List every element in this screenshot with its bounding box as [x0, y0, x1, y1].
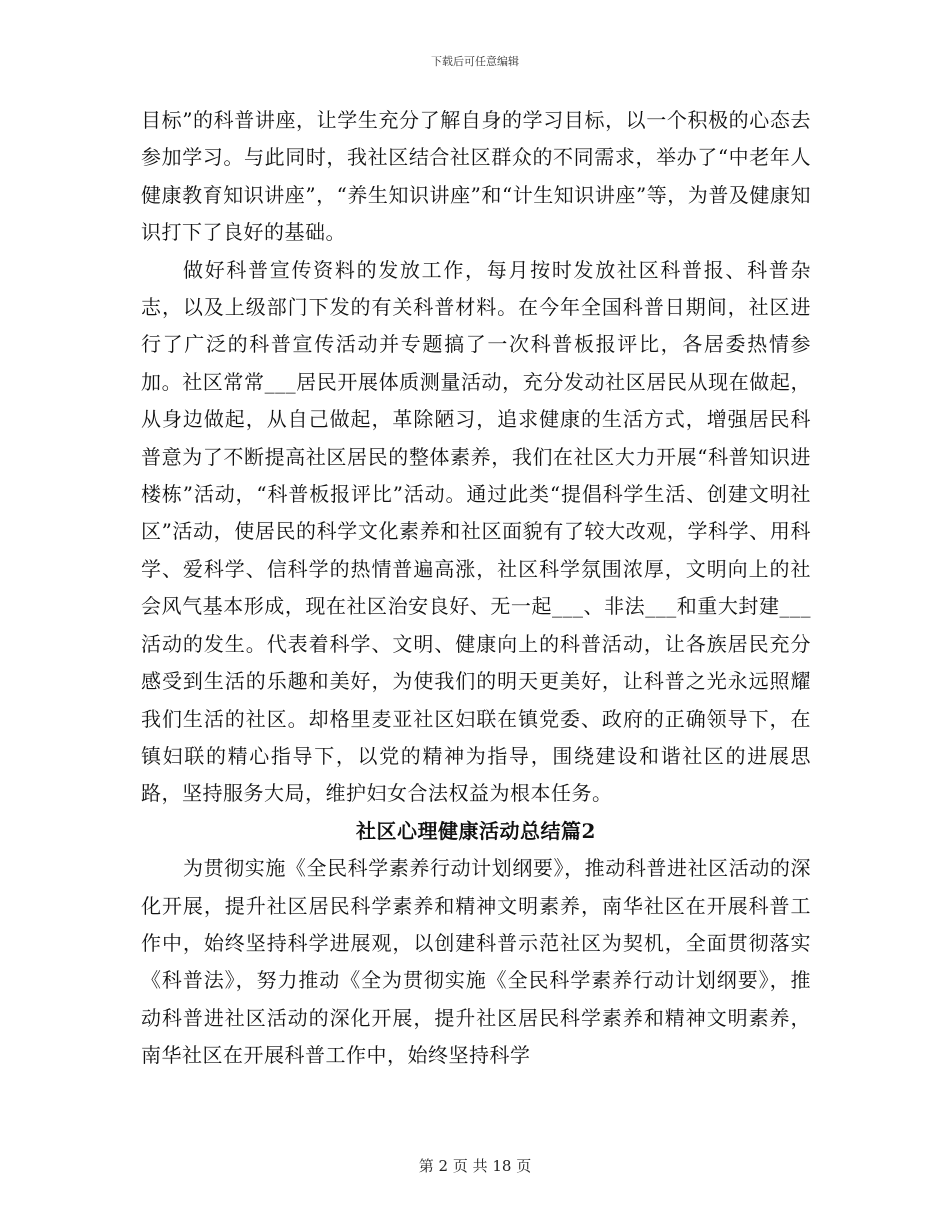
page-footer: 第 2 页 共 18 页 — [418, 1157, 532, 1175]
paragraph: 为贯彻实施《全民科学素养行动计划纲要》，推动科普进社区活动的深化开展，提升社区居民科学素养和精神文明素养，南华社区在开展科普工作中，始终坚持科学进展观，以创建科普示范社区为契机，全面贯彻落实《科普法》，努力推动《全为贯彻实施《全民科学素养行动计划纲要》，推动科普进社区活动的深化开展，提升社区居民科学素养和精神文明素养，南华社区在开展科普工作中，始终坚持科学 — [141, 856, 811, 1068]
paragraph-continued: 目标”的科普讲座，让学生充分了解自身的学习目标，以一个积极的心态去参加学习。与此同时，我社区结合社区群众的不同需求，举办了“中老年人健康教育知识讲座”，“养生知识讲座”和“计生知识讲座”等，为普及健康知识打下了良好的基础。 — [141, 108, 811, 245]
paragraph: 做好科普宣传资料的发放工作，每月按时发放社区科普报、科普杂志，以及上级部门下发的有关科普材料。在今年全国科普日期间，社区进行了广泛的科普宣传活动并专题搞了一次科普板报评比，各居委热情参加。社区常常___居民开展体质测量活动，充分发动社区居民从现在做起，从身边做起，从自己做起，革除陋习，追求健康的生活方式，增强居民科普意为了不断提高社区居民的整体素养，我们在社区大力开展“科普知识进楼栋”活动，“科普板报评比”活动。通过此类“提倡科学生活、创建文明社区”活动，使居民的科学文化素养和社区面貌有了较大改观，学科学、用科学、爱科学、信科学的热情普遍高涨，社区科学氛围浓厚，文明向上的社会风气基本形成，现在社区治安良好、无一起___、非法___和重大封建___活动的发生。代表着科学、文明、健康向上的科普活动，让各族居民充分感受到生活的乐趣和美好，为使我们的明天更美好，让科普之光永远照耀我们生活的社区。却格里麦亚社区妇联在镇党委、政府的正确领导下，在镇妇联的精心指导下，以党的精神为指导，围绕建设和谐社区的进展思路，坚持服务大局，维护妇女合法权益为根本任务。 — [141, 257, 811, 806]
page-header: 下载后可任意编辑 — [431, 55, 519, 68]
section-heading: 社区心理健康活动总结篇2 — [356, 818, 596, 843]
document-body — [141, 102, 811, 1075]
